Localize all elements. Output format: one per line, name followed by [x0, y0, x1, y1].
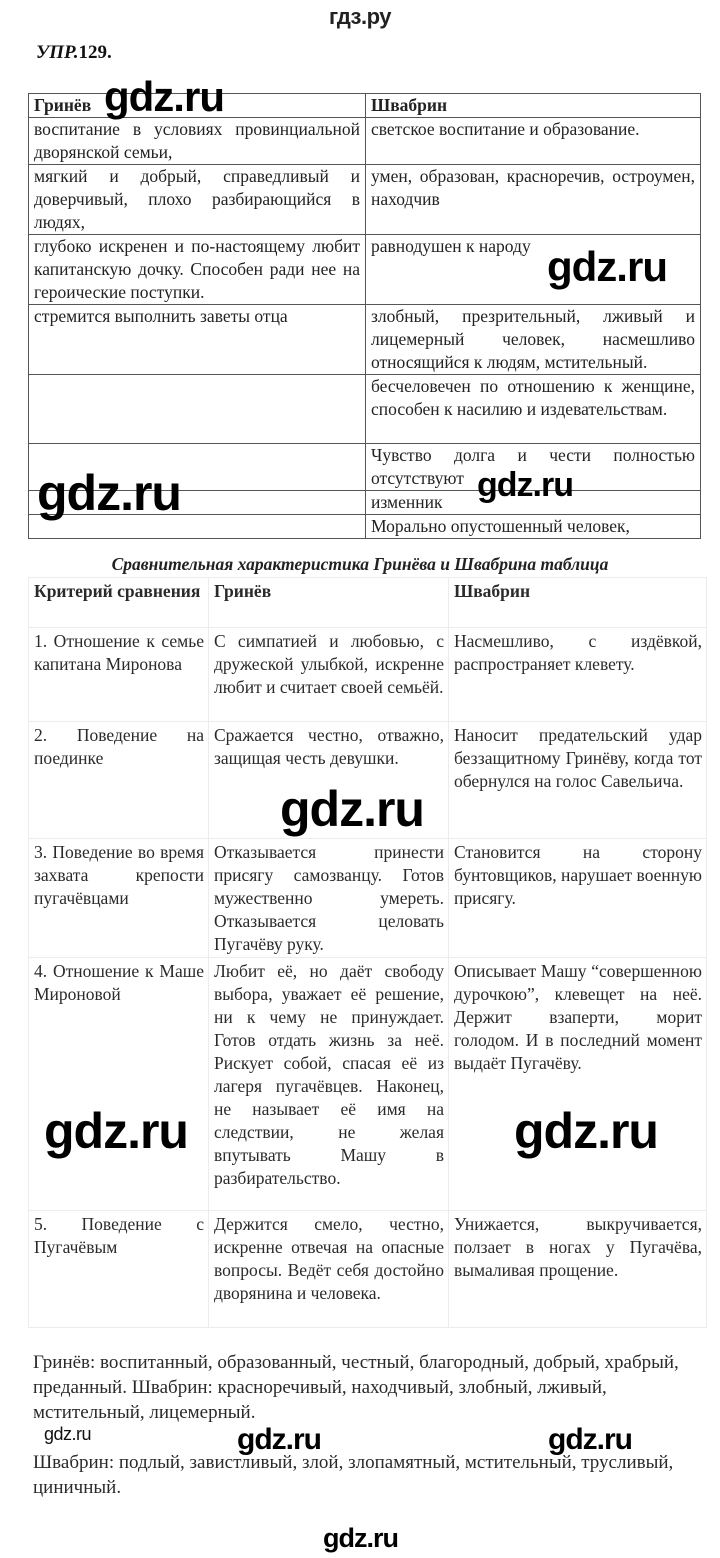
- cell-grinev: [29, 375, 366, 444]
- watermark: gdz.ru: [104, 73, 224, 120]
- cell-criterion: 2. Поведение на поединке: [29, 722, 209, 839]
- cell-shvabrin: изменник: [366, 491, 701, 515]
- cell-shvabrin: Унижается, выкручивается, ползает в ногах у Пугачёва, вымаливая прощение.: [449, 1211, 707, 1328]
- cell-shvabrin: Становится на сторону бунтовщиков, нарушает военную присягу.: [449, 839, 707, 958]
- cell-grinev: Любит её, но даёт свободу выбора, уважает её решение, ни к чему не принуждает. Готов отдать жизнь за неё. Рискует собой, спасая её из лагеря пугачёвцев. Наконец, не называет её имя на следствии, не желая впутывать Машу в разбирательство.: [209, 958, 449, 1211]
- table-row: [29, 958, 707, 1211]
- cell-grinev: воспитание в условиях провинциальной дворянской семьи,: [29, 118, 366, 165]
- header-criterion: Критерий сравнения: [29, 578, 209, 628]
- exercise-title: [36, 42, 112, 64]
- watermark-small: gdz.ru: [44, 1424, 92, 1444]
- table-row: [29, 1211, 707, 1328]
- cell-criterion: 1. Отношение к семье капитана Миронова: [29, 628, 209, 722]
- exercise-prefix: УПР.: [36, 42, 79, 63]
- watermark: gdz.ru: [477, 466, 573, 504]
- cell-shvabrin: светское воспитание и образование.: [366, 118, 701, 165]
- summary-paragraph-2: Швабрин: подлый, завистливый, злой, злопамятный, мстительный, трусливый, циничный.: [33, 1452, 674, 1498]
- watermark: gdz.ru: [323, 1523, 398, 1553]
- header-shvabrin: Швабрин: [366, 94, 701, 118]
- cell-shvabrin: Чувство долга и чести полностью отсутствуют: [366, 444, 701, 491]
- cell-grinev: Отказывается принести присягу самозванцу. Готов мужественно умереть. Отказывается целовать Пугачёву руку.: [209, 839, 449, 958]
- cell-grinev: стремится выполнить заветы отца: [29, 305, 366, 375]
- cell-shvabrin: умен, образован, красноречив, остроумен, находчив: [366, 165, 701, 235]
- cell-shvabrin: Наносит предательский удар беззащитному Гринёву, когда тот обернулся на голос Савельича.: [449, 722, 707, 839]
- cell-shvabrin: равнодушен к народу: [366, 235, 701, 305]
- table-caption: Сравнительная характеристика Гринёва и Швабрина таблица: [111, 554, 609, 574]
- cell-criterion: 5. Поведение с Пугачёвым: [29, 1211, 209, 1328]
- site-header-logo[interactable]: гдз.ру: [329, 4, 391, 29]
- cell-grinev: Сражается честно, отважно, защищая честь девушки.: [209, 722, 449, 839]
- cell-criterion: 4. Отношение к Маше Мироновой: [29, 958, 209, 1211]
- cell-criterion: 3. Поведение во время захвата крепости пугачёвцами: [29, 839, 209, 958]
- watermark: gdz.ru: [548, 1423, 632, 1456]
- comparison-table-2: [28, 577, 707, 1328]
- header-grinev: Гринёв: [29, 94, 366, 118]
- cell-grinev: С симпатией и любовью, с дружеской улыбкой, искренне любит и считает своей семьёй.: [209, 628, 449, 722]
- cell-shvabrin: злобный, презрительный, лживый и лицемерный человек, насмешливо относящийся к людям, мстительный.: [366, 305, 701, 375]
- cell-grinev: глубоко искренен и по-настоящему любит капитанскую дочку. Способен ради нее на героические поступки.: [29, 235, 366, 305]
- watermark: gdz.ru: [237, 1423, 321, 1456]
- watermark: gdz.ru: [547, 243, 667, 290]
- table-row: [29, 118, 701, 165]
- table-row: [29, 628, 707, 722]
- watermark: gdz.ru: [514, 1103, 658, 1159]
- summary-paragraph-1: Гринёв: воспитанный, образованный, честный, благородный, добрый, храбрый, преданный. Швабрин: красноречивый, находчивый, злобный, лживый, мстительный, лицемерный.: [33, 1352, 679, 1423]
- watermark: gdz.ru: [37, 465, 181, 521]
- cell-grinev: Держится смело, честно, искренне отвечая на опасные вопросы. Ведёт себя достойно дворянина и человека.: [209, 1211, 449, 1328]
- cell-shvabrin: бесчеловечен по отношению к женщине, способен к насилию и издевательствам.: [366, 375, 701, 444]
- table-row: [29, 839, 707, 958]
- header-shvabrin: Швабрин: [449, 578, 707, 628]
- watermark: gdz.ru: [44, 1103, 188, 1159]
- cell-shvabrin: Морально опустошенный человек,: [366, 515, 701, 539]
- cell-grinev: мягкий и добрый, справедливый и доверчивый, плохо разбирающийся в людях,: [29, 165, 366, 235]
- table-header-row: [29, 578, 707, 628]
- header-grinev: Гринёв: [209, 578, 449, 628]
- exercise-number: 129.: [78, 42, 112, 63]
- cell-shvabrin: Описывает Машу “совершенною дурочкою”, клевещет на неё. Держит взаперти, морит голодом. И в последний момент выдаёт Пугачёву.: [449, 958, 707, 1211]
- cell-shvabrin: Насмешливо, с издёвкой, распространяет клевету.: [449, 628, 707, 722]
- table-row: [29, 305, 701, 375]
- table-row: [29, 165, 701, 235]
- watermark: gdz.ru: [280, 781, 424, 837]
- table-row: [29, 375, 701, 444]
